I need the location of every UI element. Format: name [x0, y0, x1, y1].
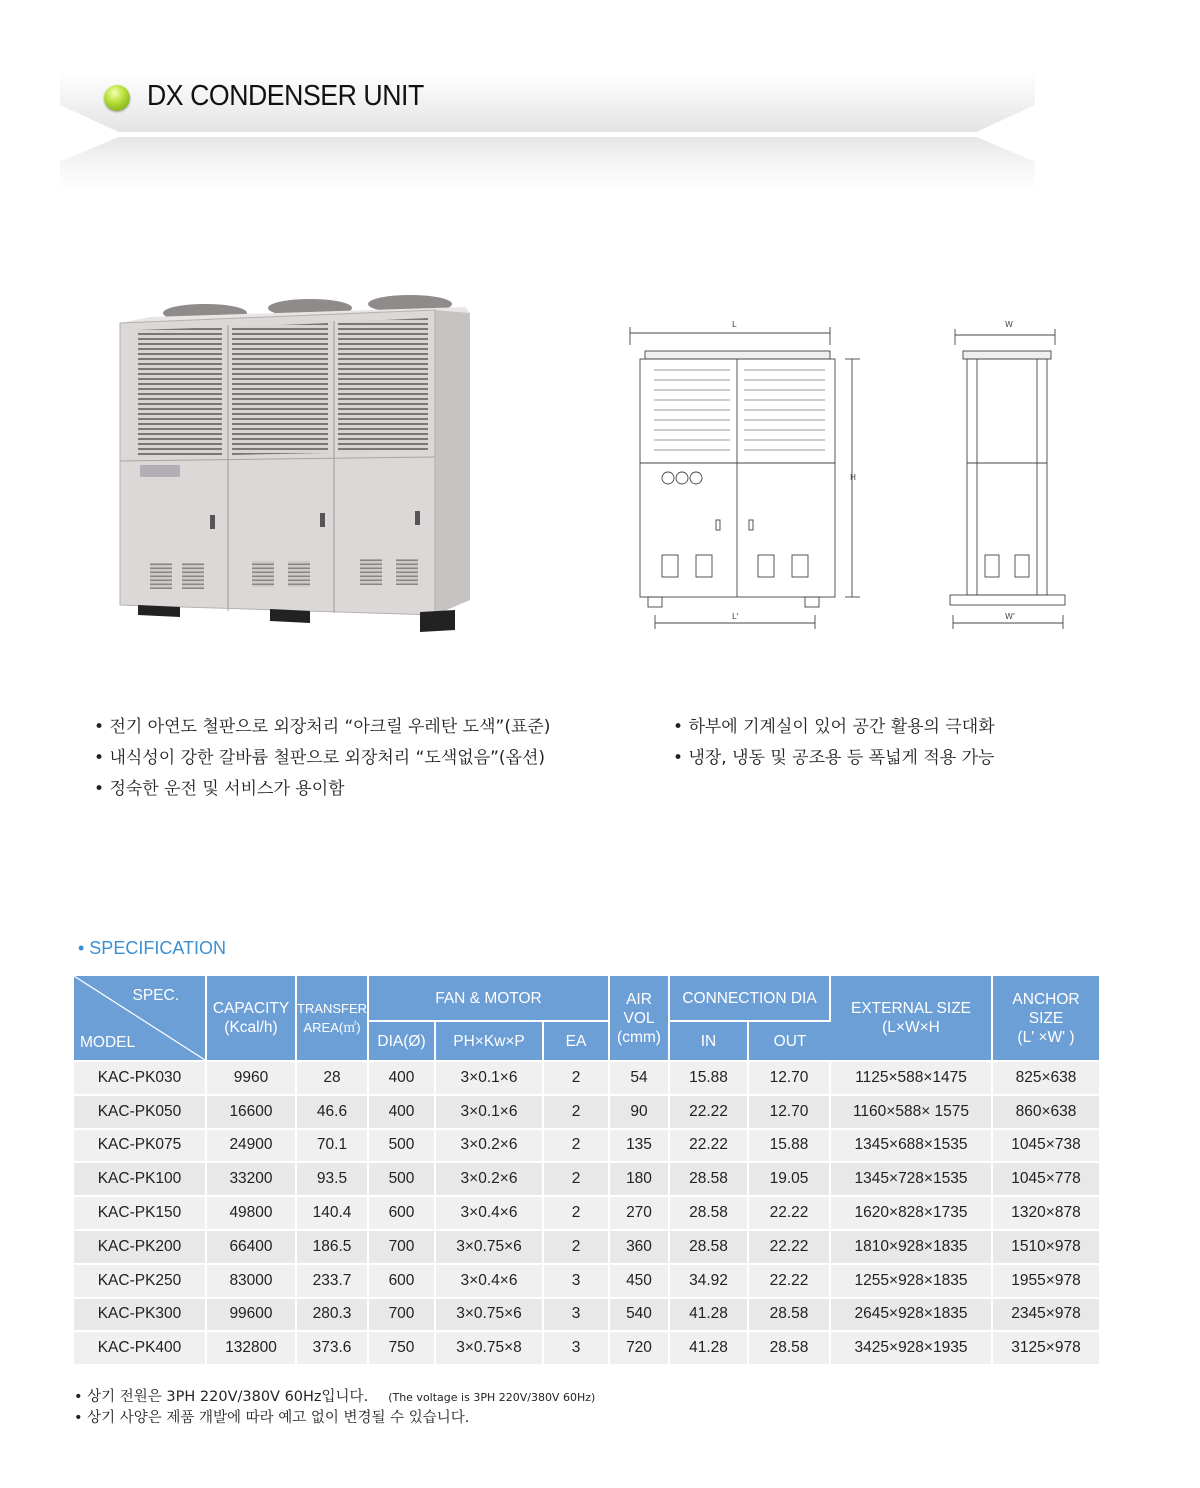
table-cell: 270: [610, 1197, 670, 1231]
table-cell: 28: [297, 1062, 369, 1096]
model-label: MODEL: [80, 1034, 136, 1051]
table-cell: KAC-PK300: [74, 1299, 207, 1333]
table-cell: KAC-PK075: [74, 1130, 207, 1164]
table-row: [74, 1163, 1099, 1197]
table-cell: 1620×828×1735: [831, 1197, 993, 1231]
table-cell: 3×0.1×6: [436, 1062, 544, 1096]
transfer-area-header: TRANSFER AREA(㎡): [297, 976, 369, 1062]
table-cell: 540: [610, 1299, 670, 1333]
table-cell: 233.7: [297, 1265, 369, 1299]
table-cell: KAC-PK400: [74, 1332, 207, 1366]
table-cell: 12.70: [749, 1096, 831, 1130]
table-cell: 135: [610, 1130, 670, 1164]
table-cell: KAC-PK150: [74, 1197, 207, 1231]
table-cell: 1955×978: [993, 1265, 1099, 1299]
table-cell: 720: [610, 1332, 670, 1366]
table-row: [74, 1197, 1099, 1231]
table-cell: 22.22: [670, 1096, 749, 1130]
connection-out-header: OUT: [749, 1022, 831, 1062]
table-cell: 2: [544, 1130, 610, 1164]
table-cell: 66400: [207, 1231, 297, 1265]
table-row: [74, 1231, 1099, 1265]
table-cell: 99600: [207, 1299, 297, 1333]
table-cell: 1045×738: [993, 1130, 1099, 1164]
table-cell: 2: [544, 1231, 610, 1265]
connection-in-header: IN: [670, 1022, 749, 1062]
feature-list-left: [94, 712, 550, 805]
table-cell: 93.5: [297, 1163, 369, 1197]
table-cell: 28.58: [749, 1299, 831, 1333]
ph-kw-p-header: PH×Kw×P: [436, 1022, 544, 1062]
capacity-header: CAPACITY (Kcal/h): [207, 976, 297, 1062]
feature-item: • 하부에 기계실이 있어 공간 활용의 극대화: [673, 712, 995, 743]
table-cell: 132800: [207, 1332, 297, 1366]
ea-header: EA: [544, 1022, 610, 1062]
table-cell: 28.58: [749, 1332, 831, 1366]
side-view-drawing: [945, 315, 1075, 630]
table-cell: 34.92: [670, 1265, 749, 1299]
table-cell: 825×638: [993, 1062, 1099, 1096]
table-cell: 3×0.75×6: [436, 1299, 544, 1333]
table-cell: 373.6: [297, 1332, 369, 1366]
table-cell: 3425×928×1935: [831, 1332, 993, 1366]
spec-label: SPEC.: [132, 987, 179, 1004]
spec-table: [74, 976, 1099, 1366]
feature-list-right: [673, 712, 995, 774]
table-cell: 41.28: [670, 1332, 749, 1366]
table-cell: 49800: [207, 1197, 297, 1231]
dim-h-label: H: [850, 473, 857, 482]
table-cell: 2: [544, 1096, 610, 1130]
feature-item: • 냉장, 냉동 및 공조용 등 폭넓게 적용 가능: [673, 743, 995, 774]
table-cell: 1125×588×1475: [831, 1062, 993, 1096]
table-cell: KAC-PK100: [74, 1163, 207, 1197]
spec-heading: • SPECIFICATION: [78, 938, 226, 958]
condenser-unit-photo: [110, 285, 480, 650]
front-view-drawing: [620, 315, 870, 630]
table-cell: 54: [610, 1062, 670, 1096]
table-cell: 3×0.75×8: [436, 1332, 544, 1366]
table-cell: 1045×778: [993, 1163, 1099, 1197]
table-cell: 360: [610, 1231, 670, 1265]
page-title: DX CONDENSER UNIT: [147, 80, 424, 112]
table-cell: 2: [544, 1163, 610, 1197]
table-cell: 3×0.1×6: [436, 1096, 544, 1130]
table-cell: 16600: [207, 1096, 297, 1130]
table-cell: 3×0.2×6: [436, 1130, 544, 1164]
table-cell: 28.58: [670, 1197, 749, 1231]
dim-w-prime-label: W': [1005, 612, 1016, 621]
table-cell: 400: [369, 1096, 436, 1130]
external-size-header: EXTERNAL SIZE (L×W×H: [831, 976, 993, 1062]
table-cell: 41.28: [670, 1299, 749, 1333]
table-row: [74, 1096, 1099, 1130]
table-cell: 24900: [207, 1130, 297, 1164]
feature-item: • 내식성이 강한 갈바륨 철판으로 외장처리 “도색없음”(옵션): [94, 743, 550, 774]
footnotes: [74, 1387, 595, 1428]
table-cell: 33200: [207, 1163, 297, 1197]
table-cell: 2: [544, 1197, 610, 1231]
table-row: [74, 1332, 1099, 1366]
table-cell: 22.22: [749, 1197, 831, 1231]
table-cell: 1510×978: [993, 1231, 1099, 1265]
table-cell: 860×638: [993, 1096, 1099, 1130]
anchor-size-header: ANCHOR SIZE (L' ×W' ): [993, 976, 1099, 1062]
table-cell: 22.22: [749, 1231, 831, 1265]
table-cell: 1810×928×1835: [831, 1231, 993, 1265]
table-cell: 400: [369, 1062, 436, 1096]
table-cell: 3: [544, 1299, 610, 1333]
dim-l-prime-label: L': [732, 612, 739, 621]
table-row: [74, 1062, 1099, 1096]
table-row: [74, 1265, 1099, 1299]
table-cell: 90: [610, 1096, 670, 1130]
fan-dia-header: DIA(Ø): [369, 1022, 436, 1062]
table-cell: 700: [369, 1299, 436, 1333]
table-cell: 3×0.2×6: [436, 1163, 544, 1197]
dim-l-label: L: [732, 320, 737, 329]
table-cell: 9960: [207, 1062, 297, 1096]
voltage-note: • 상기 전원은 3PH 220V/380V 60Hz입니다.: [74, 1389, 369, 1405]
table-cell: 22.22: [670, 1130, 749, 1164]
change-notice: • 상기 사양은 제품 개발에 따라 예고 없이 변경될 수 있습니다.: [74, 1410, 470, 1426]
table-cell: 3×0.4×6: [436, 1265, 544, 1299]
table-cell: 28.58: [670, 1231, 749, 1265]
table-cell: 3: [544, 1265, 610, 1299]
fan-motor-header: FAN & MOTOR: [369, 976, 610, 1022]
title-banner-reflection: [60, 137, 1035, 192]
table-cell: 83000: [207, 1265, 297, 1299]
table-cell: 3125×978: [993, 1332, 1099, 1366]
table-cell: 12.70: [749, 1062, 831, 1096]
table-cell: 3×0.75×6: [436, 1231, 544, 1265]
table-cell: 1345×688×1535: [831, 1130, 993, 1164]
table-cell: 2345×978: [993, 1299, 1099, 1333]
table-cell: 500: [369, 1163, 436, 1197]
table-cell: KAC-PK030: [74, 1062, 207, 1096]
dim-w-label: W: [1005, 320, 1013, 329]
table-cell: 450: [610, 1265, 670, 1299]
connection-dia-header: CONNECTION DIA: [670, 976, 831, 1022]
table-cell: 15.88: [670, 1062, 749, 1096]
table-cell: KAC-PK050: [74, 1096, 207, 1130]
table-cell: 1255×928×1835: [831, 1265, 993, 1299]
table-cell: 750: [369, 1332, 436, 1366]
table-cell: 1320×878: [993, 1197, 1099, 1231]
table-cell: 3: [544, 1332, 610, 1366]
table-cell: 1160×588× 1575: [831, 1096, 993, 1130]
table-cell: 28.58: [670, 1163, 749, 1197]
table-cell: 2645×928×1835: [831, 1299, 993, 1333]
voltage-note-english: (The voltage is 3PH 220V/380V 60Hz): [388, 1391, 596, 1404]
table-cell: 700: [369, 1231, 436, 1265]
table-cell: 600: [369, 1197, 436, 1231]
table-cell: 2: [544, 1062, 610, 1096]
table-row: [74, 1299, 1099, 1333]
feature-item: • 전기 아연도 철판으로 외장처리 “아크릴 우레탄 도색”(표준): [94, 712, 550, 743]
table-cell: KAC-PK250: [74, 1265, 207, 1299]
feature-item: • 정숙한 운전 및 서비스가 용이함: [94, 774, 550, 805]
spec-model-header: [74, 976, 207, 1062]
table-cell: 19.05: [749, 1163, 831, 1197]
table-cell: KAC-PK200: [74, 1231, 207, 1265]
table-cell: 600: [369, 1265, 436, 1299]
air-vol-header: AIR VOL (cmm): [610, 976, 670, 1062]
green-bullet-icon: [104, 85, 130, 111]
table-cell: 186.5: [297, 1231, 369, 1265]
table-cell: 3×0.4×6: [436, 1197, 544, 1231]
table-cell: 70.1: [297, 1130, 369, 1164]
table-cell: 1345×728×1535: [831, 1163, 993, 1197]
table-row: [74, 1130, 1099, 1164]
table-cell: 280.3: [297, 1299, 369, 1333]
spec-table-body: [74, 1062, 1099, 1366]
table-cell: 140.4: [297, 1197, 369, 1231]
table-cell: 180: [610, 1163, 670, 1197]
table-cell: 22.22: [749, 1265, 831, 1299]
table-cell: 15.88: [749, 1130, 831, 1164]
table-cell: 500: [369, 1130, 436, 1164]
table-cell: 46.6: [297, 1096, 369, 1130]
